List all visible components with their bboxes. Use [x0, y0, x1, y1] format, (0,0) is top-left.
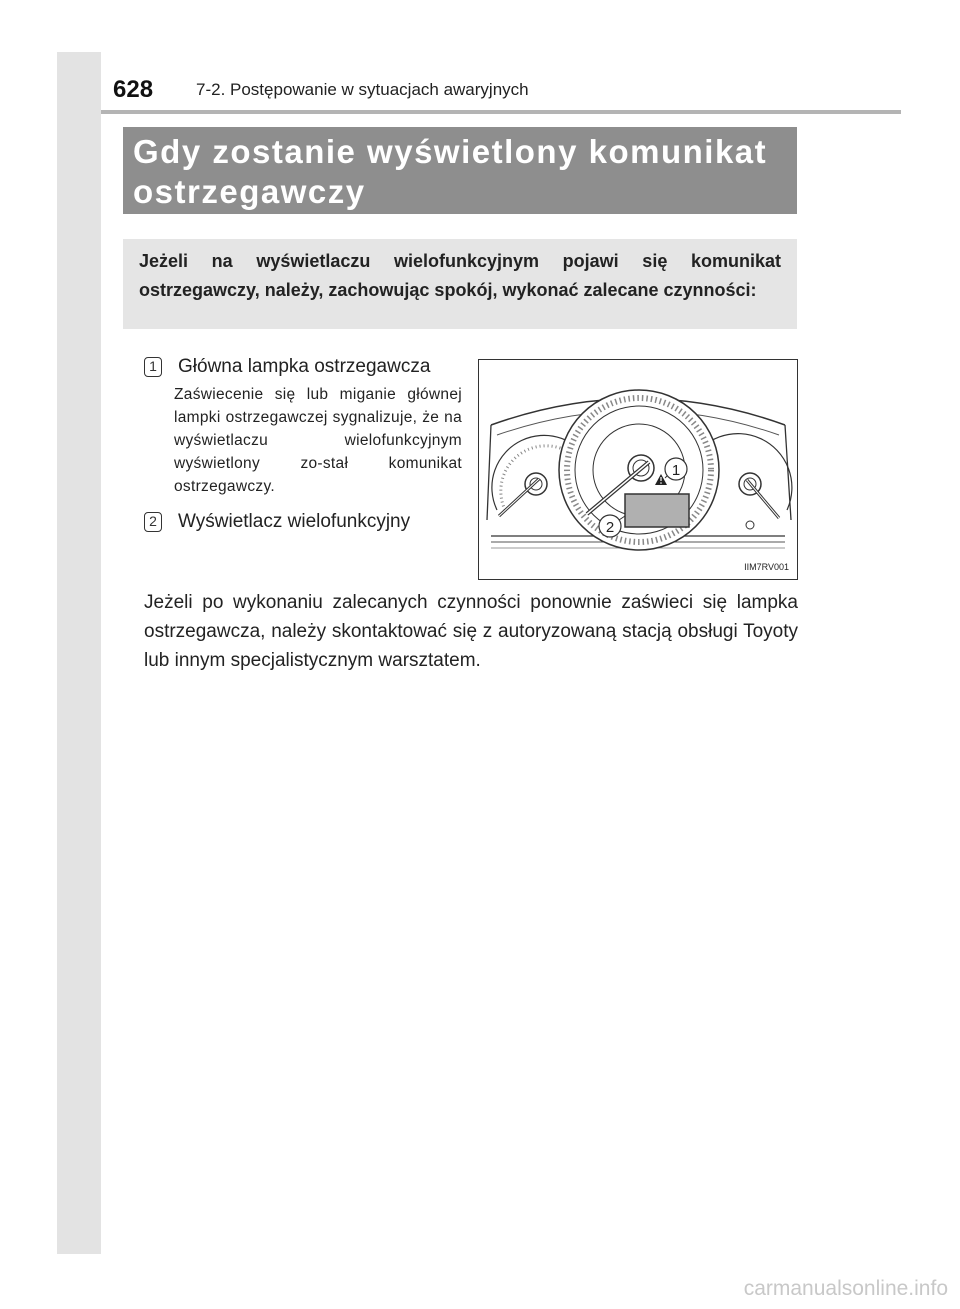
figure-code: IIM7RV001 — [744, 562, 789, 572]
watermark: carmanualsonline.info — [743, 1277, 948, 1300]
item-number-badge: 1 — [144, 357, 162, 377]
item-number-badge: 2 — [144, 512, 162, 532]
callout-2: 2 — [605, 519, 615, 536]
item-description: Zaświecenie się lub miganie głównej lampki ostrzegawczej sygnalizuje, że na wyświetlaczu wielofunkcyjnym wyświetlony zo-stał komunikat ostrzegawczy. — [174, 386, 462, 495]
list-item-2 — [144, 511, 410, 533]
side-strip — [57, 52, 101, 1254]
section-title: 7-2. Postępowanie w sytuacjach awaryjnych — [196, 80, 529, 99]
intro-text: Jeżeli na wyświetlaczu wielofunkcyjnym pojawi się komunikat ostrzegawczy, należy, zachowując spokój, wykonać zalecane czynności: — [123, 239, 797, 329]
callout-1: 1 — [671, 462, 681, 479]
instrument-cluster-illustration — [479, 360, 797, 579]
header-rule — [101, 110, 901, 114]
list-item-1 — [144, 356, 430, 378]
page-number: 628 — [113, 76, 154, 103]
item-label: Wyświetlacz wielofunkcyjny — [178, 511, 411, 532]
page-title: Gdy zostanie wyświetlony komunikat ostrzegawczy — [123, 127, 797, 214]
instrument-cluster-figure — [478, 359, 798, 580]
closing-paragraph: Jeżeli po wykonaniu zalecanych czynności ponownie zaświeci się lampka ostrzegawcza, należy skontaktować się z autoryzowaną stacją obsługi Toyoty lub innym specjalistycznym warsztatem. — [144, 592, 798, 671]
item-label: Główna lampka ostrzegawcza — [178, 356, 431, 377]
